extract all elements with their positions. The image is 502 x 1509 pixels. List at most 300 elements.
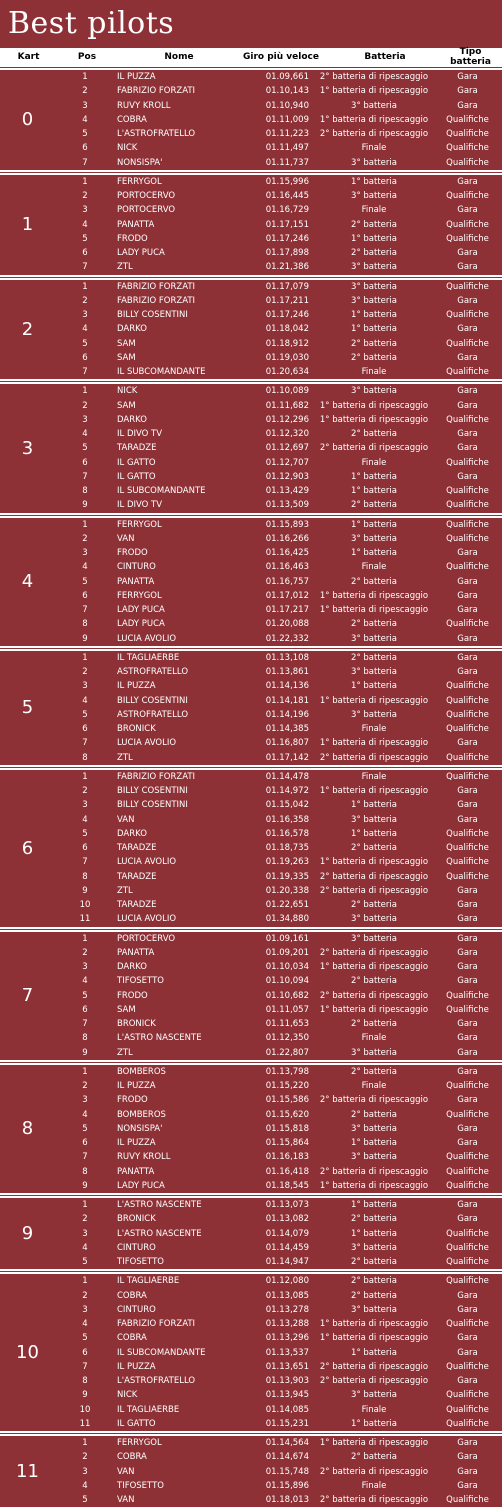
row-giro: 01.13,509 bbox=[265, 500, 309, 511]
row-pos: 8 bbox=[82, 752, 88, 763]
row-nome: IL PUZZA bbox=[117, 681, 156, 692]
row-pos: 4 bbox=[82, 695, 88, 706]
row-nome: TARADZE bbox=[117, 900, 157, 910]
row-nome: PORTOCERVO bbox=[117, 205, 176, 216]
row-batteria: Finale bbox=[361, 1033, 387, 1044]
kart-number: 4 bbox=[21, 571, 34, 593]
row-giro: 01.11,223 bbox=[265, 129, 309, 139]
row-pos: 3 bbox=[82, 800, 88, 811]
row-tipo: Gara bbox=[457, 1466, 478, 1477]
row-giro: 01.09,161 bbox=[265, 933, 309, 944]
col-giro: Giro più veloce bbox=[243, 52, 319, 62]
row-batteria: 1° batteria di ripescaggio bbox=[319, 962, 429, 972]
row-pos: 7 bbox=[82, 1019, 88, 1029]
table-row bbox=[55, 1165, 502, 1179]
page-title: Best pilots bbox=[8, 6, 175, 41]
row-giro: 01.21,386 bbox=[265, 262, 309, 273]
row-tipo: Gara bbox=[457, 605, 478, 615]
row-nome: LUCIA AVOLIO bbox=[117, 738, 177, 749]
row-nome: PANATTA bbox=[117, 219, 155, 230]
row-batteria: 1° batteria di ripescaggio bbox=[319, 414, 429, 425]
row-pos: 2 bbox=[82, 295, 88, 306]
row-tipo: Gara bbox=[457, 976, 478, 987]
row-tipo: Gara bbox=[457, 1480, 478, 1491]
row-nome: IL GATTO bbox=[117, 1418, 156, 1429]
row-giro: 01.13,073 bbox=[265, 1200, 309, 1210]
row-tipo: Qualifiche bbox=[446, 219, 489, 230]
table-row bbox=[55, 751, 502, 765]
row-pos: 2 bbox=[82, 86, 88, 97]
row-pos: 1 bbox=[82, 281, 88, 292]
row-tipo: Qualifiche bbox=[446, 1361, 489, 1372]
row-tipo: Gara bbox=[457, 947, 478, 958]
row-nome: LUCIA AVOLIO bbox=[117, 914, 177, 925]
row-tipo: Qualifiche bbox=[446, 533, 489, 544]
row-tipo: Gara bbox=[457, 590, 478, 601]
row-tipo: Qualifiche bbox=[446, 857, 489, 868]
row-pos: 9 bbox=[82, 1390, 88, 1401]
table-row bbox=[55, 99, 502, 113]
row-batteria: 2° batteria bbox=[351, 338, 397, 349]
row-tipo: Gara bbox=[457, 1438, 478, 1448]
row-nome: SAM bbox=[117, 352, 136, 363]
row-nome: TIFOSETTO bbox=[117, 1480, 164, 1491]
row-batteria: 1° batteria bbox=[351, 1138, 397, 1148]
row-pos: 1 bbox=[82, 652, 88, 663]
row-tipo: Gara bbox=[457, 205, 478, 216]
row-tipo: Gara bbox=[457, 72, 478, 82]
row-batteria: 1° batteria bbox=[351, 1228, 397, 1239]
kart-group bbox=[0, 1196, 502, 1271]
row-tipo: Qualifiche bbox=[446, 709, 489, 720]
table-row bbox=[55, 1136, 502, 1150]
table-row bbox=[55, 898, 502, 912]
row-pos: 10 bbox=[79, 1404, 91, 1415]
row-batteria: 2° batteria di ripescaggio bbox=[319, 885, 429, 896]
row-giro: 01.12,320 bbox=[265, 429, 309, 439]
row-pos: 5 bbox=[82, 576, 88, 587]
col-nome: Nome bbox=[164, 52, 194, 62]
row-giro: 01.15,220 bbox=[265, 1081, 309, 1091]
row-nome: TARADZE bbox=[117, 871, 157, 882]
row-tipo: Gara bbox=[457, 429, 478, 439]
row-giro: 01.16,183 bbox=[265, 1152, 309, 1163]
col-kart: Kart bbox=[17, 52, 40, 62]
table-row bbox=[55, 1493, 502, 1507]
row-giro: 01.15,620 bbox=[265, 1109, 309, 1120]
row-tipo: Gara bbox=[457, 1304, 478, 1315]
row-nome: L'ASTROFRATELLO bbox=[117, 1376, 196, 1386]
row-pos: 4 bbox=[82, 562, 88, 573]
row-nome: BILLY COSENTINI bbox=[117, 800, 188, 811]
table-row bbox=[55, 441, 502, 455]
row-pos: 5 bbox=[82, 338, 88, 349]
row-tipo: Gara bbox=[457, 962, 478, 972]
row-nome: BOMBEROS bbox=[117, 1109, 166, 1120]
row-nome: SAM bbox=[117, 1004, 136, 1015]
row-giro: 01.12,296 bbox=[265, 414, 309, 425]
row-batteria: 1° batteria di ripescaggio bbox=[319, 86, 429, 97]
row-pos: 8 bbox=[82, 619, 88, 630]
row-tipo: Gara bbox=[457, 1200, 478, 1210]
row-tipo: Qualifiche bbox=[446, 1081, 489, 1091]
row-batteria: 1° batteria bbox=[351, 1418, 397, 1429]
row-giro: 01.15,896 bbox=[265, 1480, 309, 1491]
row-batteria: 1° batteria bbox=[351, 1200, 397, 1210]
row-tipo: Gara bbox=[457, 324, 478, 335]
row-tipo: Gara bbox=[457, 443, 478, 454]
row-tipo: Gara bbox=[457, 548, 478, 558]
kart-number: 9 bbox=[21, 1223, 34, 1245]
row-batteria: Finale bbox=[361, 457, 387, 468]
table-row bbox=[55, 189, 502, 203]
table-row bbox=[55, 708, 502, 722]
row-tipo: Qualifiche bbox=[446, 281, 489, 292]
table-row bbox=[55, 1360, 502, 1374]
row-batteria: 2° batteria bbox=[351, 352, 397, 363]
row-pos: 6 bbox=[82, 590, 88, 601]
row-nome: FABRIZIO FORZATI bbox=[117, 1319, 196, 1329]
row-tipo: Qualifiche bbox=[446, 1257, 489, 1267]
row-pos: 4 bbox=[82, 1480, 88, 1491]
row-batteria: 1° batteria bbox=[351, 233, 397, 244]
row-giro: 01.12,350 bbox=[265, 1033, 309, 1044]
row-giro: 01.11,497 bbox=[265, 143, 309, 154]
row-batteria: 3° batteria bbox=[351, 814, 397, 825]
row-tipo: Gara bbox=[457, 1290, 478, 1301]
row-pos: 10 bbox=[79, 900, 91, 910]
row-batteria: 3° batteria bbox=[351, 533, 397, 544]
row-tipo: Qualifiche bbox=[446, 871, 489, 882]
table-row bbox=[55, 589, 502, 603]
row-nome: ASTROFRATELLO bbox=[117, 709, 189, 720]
row-giro: 01.22,651 bbox=[265, 900, 309, 910]
row-pos: 4 bbox=[82, 814, 88, 825]
row-batteria: 2° batteria bbox=[351, 500, 397, 511]
table-row bbox=[55, 989, 502, 1003]
row-pos: 7 bbox=[82, 1152, 88, 1163]
table-row bbox=[55, 232, 502, 246]
row-batteria: 3° batteria bbox=[351, 1152, 397, 1163]
row-pos: 7 bbox=[82, 605, 88, 615]
row-pos: 6 bbox=[82, 724, 88, 734]
row-nome: BILLY COSENTINI bbox=[117, 695, 188, 706]
row-pos: 1 bbox=[82, 771, 88, 782]
row-giro: 01.16,578 bbox=[265, 828, 309, 839]
row-pos: 2 bbox=[82, 1290, 88, 1301]
table-row bbox=[55, 632, 502, 646]
table-row bbox=[55, 1079, 502, 1093]
row-batteria: 1° batteria di ripescaggio bbox=[319, 857, 429, 868]
row-giro: 01.17,246 bbox=[265, 310, 309, 320]
row-nome: LADY PUCA bbox=[117, 1180, 165, 1191]
table-row bbox=[55, 399, 502, 413]
row-pos: 1 bbox=[82, 1200, 88, 1210]
row-nome: IL DIVO TV bbox=[117, 429, 163, 439]
row-tipo: Gara bbox=[457, 814, 478, 825]
table-row bbox=[55, 1212, 502, 1226]
table-row bbox=[55, 1274, 502, 1288]
row-tipo: Qualifiche bbox=[446, 619, 489, 630]
row-tipo: Qualifiche bbox=[446, 310, 489, 320]
row-batteria: 2° batteria bbox=[351, 1257, 397, 1267]
table-row bbox=[55, 1227, 502, 1241]
table-row bbox=[55, 884, 502, 898]
row-nome: ZTL bbox=[117, 885, 133, 896]
row-pos: 6 bbox=[82, 1004, 88, 1015]
row-nome: PANATTA bbox=[117, 947, 155, 958]
table-row bbox=[55, 308, 502, 322]
row-nome: NICK bbox=[117, 386, 138, 397]
row-batteria: 2° batteria bbox=[351, 1290, 397, 1301]
row-nome: TARADZE bbox=[117, 443, 157, 454]
row-pos: 5 bbox=[82, 1495, 88, 1505]
row-nome: LUCIA AVOLIO bbox=[117, 633, 177, 644]
row-batteria: 1° batteria bbox=[351, 486, 397, 496]
row-batteria: Finale bbox=[361, 1081, 387, 1091]
row-giro: 01.13,288 bbox=[265, 1319, 309, 1329]
row-batteria: 3° batteria bbox=[351, 386, 397, 397]
row-pos: 1 bbox=[82, 1066, 88, 1077]
row-giro: 01.13,903 bbox=[265, 1376, 309, 1386]
row-nome: IL SUBCOMANDANTE bbox=[117, 486, 206, 496]
row-tipo: Qualifiche bbox=[446, 1495, 489, 1505]
kart-group bbox=[0, 649, 502, 767]
row-batteria: 1° batteria bbox=[351, 176, 397, 187]
table-row bbox=[55, 1108, 502, 1122]
row-tipo: Qualifiche bbox=[446, 1228, 489, 1239]
table-row bbox=[55, 694, 502, 708]
row-tipo: Gara bbox=[457, 633, 478, 644]
row-giro: 01.16,445 bbox=[265, 191, 309, 201]
row-giro: 01.11,653 bbox=[265, 1019, 309, 1029]
row-pos: 3 bbox=[82, 310, 88, 320]
row-batteria: 1° batteria di ripescaggio bbox=[319, 1319, 429, 1329]
row-giro: 01.19,335 bbox=[265, 871, 309, 882]
row-nome: LADY PUCA bbox=[117, 605, 165, 615]
row-giro: 01.18,545 bbox=[265, 1180, 309, 1191]
row-nome: FRODO bbox=[117, 1095, 148, 1106]
row-nome: DARKO bbox=[117, 414, 147, 425]
row-nome: PORTOCERVO bbox=[117, 191, 176, 201]
row-pos: 3 bbox=[82, 548, 88, 558]
row-nome: TIFOSETTO bbox=[117, 976, 164, 987]
row-tipo: Gara bbox=[457, 352, 478, 363]
row-nome: ZTL bbox=[117, 1047, 133, 1058]
row-nome: BRONICK bbox=[117, 1019, 156, 1029]
row-nome: TIFOSETTO bbox=[117, 1257, 164, 1267]
row-pos: 1 bbox=[82, 1438, 88, 1448]
row-batteria: 3° batteria bbox=[351, 1123, 397, 1134]
row-pos: 1 bbox=[82, 933, 88, 944]
row-pos: 4 bbox=[82, 324, 88, 335]
table-row bbox=[55, 1436, 502, 1450]
row-giro: 01.13,108 bbox=[265, 652, 309, 663]
row-nome: COBRA bbox=[117, 114, 147, 125]
row-nome: BRONICK bbox=[117, 724, 156, 734]
row-batteria: 3° batteria bbox=[351, 1390, 397, 1401]
table-row bbox=[55, 384, 502, 398]
row-nome: FERRYGOL bbox=[117, 176, 162, 187]
row-nome: NONSISPA' bbox=[117, 157, 163, 168]
row-nome: IL TAGLIAERBE bbox=[117, 1404, 180, 1415]
row-giro: 01.14,136 bbox=[265, 681, 309, 692]
row-giro: 01.14,385 bbox=[265, 724, 309, 734]
table-row bbox=[55, 1374, 502, 1388]
row-pos: 2 bbox=[82, 1214, 88, 1225]
row-tipo: Gara bbox=[457, 900, 478, 910]
row-pos: 6 bbox=[82, 352, 88, 363]
row-batteria: 2° batteria bbox=[351, 429, 397, 439]
row-nome: VAN bbox=[117, 814, 135, 825]
row-tipo: Qualifiche bbox=[446, 681, 489, 692]
row-tipo: Qualifiche bbox=[446, 114, 489, 125]
row-giro: 01.12,707 bbox=[265, 457, 309, 468]
row-nome: BOMBEROS bbox=[117, 1066, 166, 1077]
row-pos: 3 bbox=[82, 1228, 88, 1239]
table-row bbox=[55, 546, 502, 560]
row-pos: 7 bbox=[82, 262, 88, 273]
row-giro: 01.10,143 bbox=[265, 86, 309, 97]
row-giro: 01.09,201 bbox=[265, 947, 309, 958]
row-pos: 1 bbox=[82, 519, 88, 530]
row-pos: 5 bbox=[82, 828, 88, 839]
row-giro: 01.14,478 bbox=[265, 771, 309, 782]
row-pos: 6 bbox=[82, 457, 88, 468]
row-nome: FERRYGOL bbox=[117, 1438, 162, 1448]
row-tipo: Qualifiche bbox=[446, 990, 489, 1001]
row-giro: 01.15,818 bbox=[265, 1123, 309, 1134]
kart-group bbox=[0, 930, 502, 1062]
row-tipo: Qualifiche bbox=[446, 414, 489, 425]
row-giro: 01.16,418 bbox=[265, 1166, 309, 1177]
table-row bbox=[55, 84, 502, 98]
table-row bbox=[55, 70, 502, 84]
kart-groups bbox=[0, 68, 502, 1509]
row-nome: FRODO bbox=[117, 548, 148, 558]
row-pos: 1 bbox=[82, 1276, 88, 1287]
row-tipo: Gara bbox=[457, 914, 478, 925]
kart-number: 3 bbox=[21, 437, 34, 459]
col-tipo: Tipo batteria bbox=[450, 47, 491, 67]
row-giro: 01.14,079 bbox=[265, 1228, 309, 1239]
row-batteria: 2° batteria di ripescaggio bbox=[319, 129, 429, 139]
row-tipo: Gara bbox=[457, 100, 478, 111]
row-pos: 9 bbox=[82, 633, 88, 644]
row-giro: 01.16,757 bbox=[265, 576, 309, 587]
row-nome: SAM bbox=[117, 400, 136, 411]
row-nome: ZTL bbox=[117, 262, 133, 273]
table-row bbox=[55, 246, 502, 260]
table-row bbox=[55, 1289, 502, 1303]
row-batteria: Finale bbox=[361, 724, 387, 734]
row-tipo: Qualifiche bbox=[446, 129, 489, 139]
row-tipo: Qualifiche bbox=[446, 1004, 489, 1015]
row-nome: IL DIVO TV bbox=[117, 500, 163, 511]
row-nome: DARKO bbox=[117, 962, 147, 972]
table-row bbox=[55, 498, 502, 512]
row-giro: 01.19,263 bbox=[265, 857, 309, 868]
kart-number: 7 bbox=[21, 985, 34, 1007]
row-batteria: 2° batteria di ripescaggio bbox=[319, 1361, 429, 1372]
row-tipo: Qualifiche bbox=[446, 500, 489, 511]
table-row bbox=[55, 1417, 502, 1431]
table-row bbox=[55, 1198, 502, 1212]
row-giro: 01.14,181 bbox=[265, 695, 309, 706]
table-row bbox=[55, 470, 502, 484]
row-giro: 01.13,429 bbox=[265, 486, 309, 496]
row-giro: 01.17,898 bbox=[265, 248, 309, 258]
row-pos: 5 bbox=[82, 1257, 88, 1267]
kart-group bbox=[0, 173, 502, 277]
kart-group bbox=[0, 1272, 502, 1433]
row-batteria: 1° batteria di ripescaggio bbox=[319, 738, 429, 749]
row-batteria: Finale bbox=[361, 367, 387, 377]
row-batteria: 3° batteria bbox=[351, 295, 397, 306]
row-nome: L'ASTRO NASCENTE bbox=[117, 1033, 202, 1044]
row-batteria: 2° batteria bbox=[351, 248, 397, 258]
table-row bbox=[55, 1122, 502, 1136]
row-tipo: Gara bbox=[457, 1214, 478, 1225]
row-tipo: Qualifiche bbox=[446, 562, 489, 573]
row-giro: 01.15,231 bbox=[265, 1418, 309, 1429]
table-row bbox=[55, 946, 502, 960]
row-giro: 01.17,079 bbox=[265, 281, 309, 292]
row-giro: 01.12,903 bbox=[265, 471, 309, 482]
table-row bbox=[55, 665, 502, 679]
row-batteria: 3° batteria bbox=[351, 281, 397, 292]
row-giro: 01.18,912 bbox=[265, 338, 309, 349]
row-tipo: Gara bbox=[457, 738, 478, 749]
row-giro: 01.13,537 bbox=[265, 1347, 309, 1358]
row-tipo: Qualifiche bbox=[446, 519, 489, 530]
kart-number: 8 bbox=[21, 1118, 34, 1140]
row-pos: 2 bbox=[82, 533, 88, 544]
row-tipo: Gara bbox=[457, 1033, 478, 1044]
table-row bbox=[55, 1003, 502, 1017]
row-batteria: 2° batteria bbox=[351, 1276, 397, 1287]
row-giro: 01.18,042 bbox=[265, 324, 309, 335]
row-giro: 01.10,940 bbox=[265, 100, 309, 111]
row-giro: 01.15,748 bbox=[265, 1466, 309, 1477]
table-row bbox=[55, 156, 502, 170]
row-tipo: Qualifiche bbox=[446, 843, 489, 853]
row-batteria: 2° batteria bbox=[351, 576, 397, 587]
table-row bbox=[55, 427, 502, 441]
row-batteria: 1° batteria di ripescaggio bbox=[319, 1333, 429, 1344]
row-nome: IL PUZZA bbox=[117, 72, 156, 82]
row-nome: LADY PUCA bbox=[117, 248, 165, 258]
table-row bbox=[55, 1241, 502, 1255]
row-giro: 01.14,196 bbox=[265, 709, 309, 720]
row-batteria: Finale bbox=[361, 771, 387, 782]
row-giro: 01.17,142 bbox=[265, 752, 309, 763]
row-batteria: 2° batteria bbox=[351, 1019, 397, 1029]
row-pos: 11 bbox=[79, 914, 91, 925]
table-row bbox=[55, 841, 502, 855]
kart-number: 11 bbox=[16, 1461, 39, 1483]
table-row bbox=[55, 1046, 502, 1060]
row-tipo: Gara bbox=[457, 295, 478, 306]
row-batteria: 2° batteria di ripescaggio bbox=[319, 752, 429, 763]
row-nome: COBRA bbox=[117, 1333, 147, 1344]
table-row bbox=[55, 1303, 502, 1317]
row-batteria: 3° batteria bbox=[351, 100, 397, 111]
row-tipo: Qualifiche bbox=[446, 828, 489, 839]
row-tipo: Qualifiche bbox=[446, 1180, 489, 1191]
row-nome: DARKO bbox=[117, 324, 147, 335]
row-batteria: 3° batteria bbox=[351, 157, 397, 168]
